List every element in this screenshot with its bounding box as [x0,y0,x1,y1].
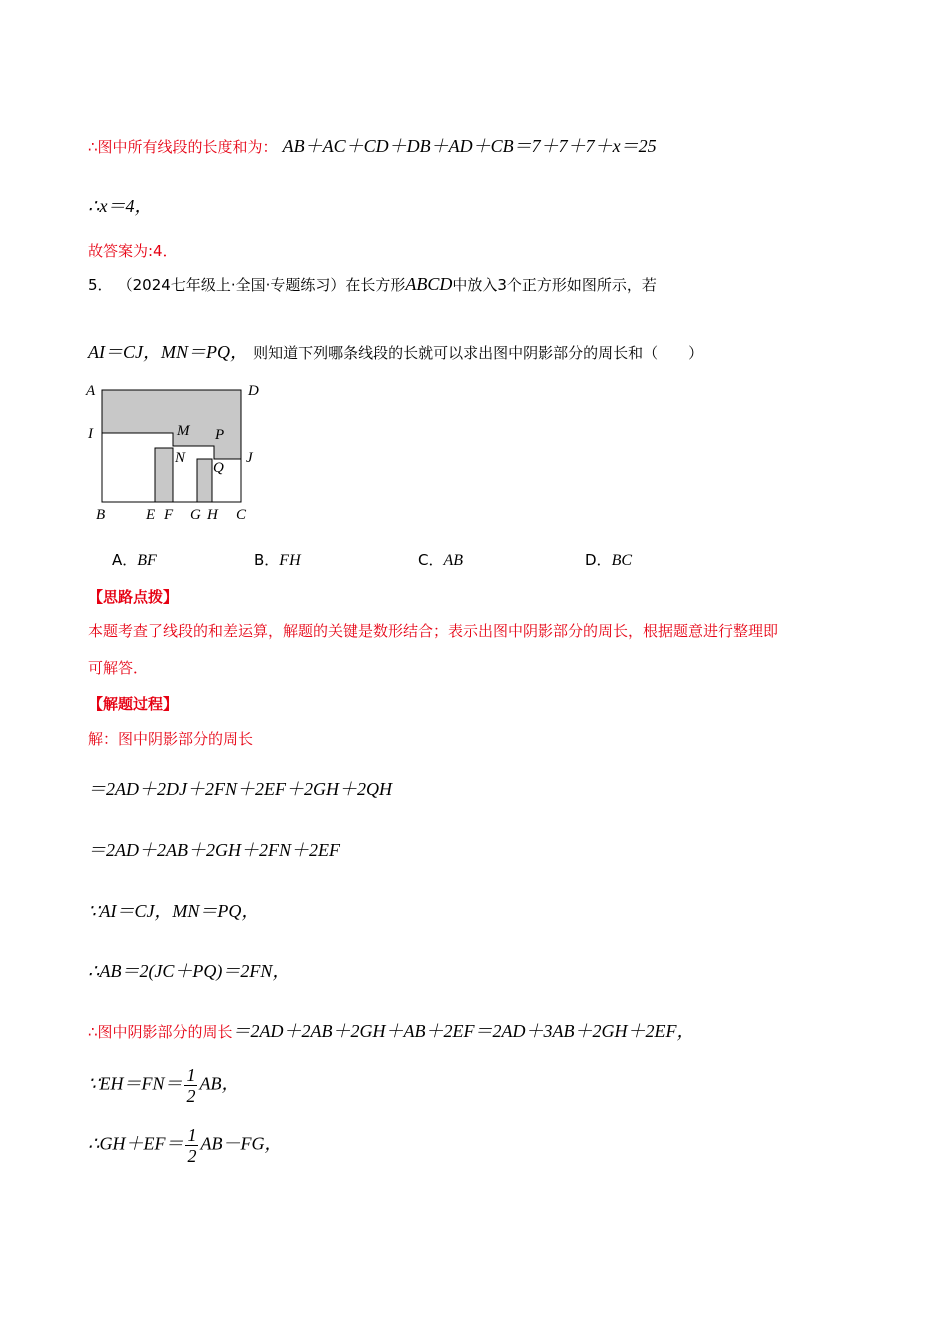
hint-line-2: 可解答． [88,659,149,677]
question-stem-tail: 中放入3个正方形如图所示，若 [452,276,657,294]
label-n: N [175,450,186,466]
x-result: ∴x＝4， [88,196,153,216]
fraction-half: $\frac{1}{2}$ [186,1065,196,1106]
option-b[interactable]: B．FH [254,551,301,569]
label-h: H [207,507,218,523]
option-a[interactable]: A．BF [112,551,157,569]
question-condition [88,338,703,364]
label-m: M [177,423,190,439]
label-g: G [190,507,201,523]
option-d[interactable]: D．BC [585,551,633,569]
solution-eq-1: ＝2AD＋2DJ＋2FN＋2EF＋2GH＋2QH [88,779,392,799]
solution-title: 【解题过程】 [88,695,179,713]
hint-line-1: 本题考查了线段的和差运算，解题的关键是数形结合；表示出图中阴影部分的周长，根据题意进行整理即 [88,622,779,640]
conclusion-line [88,132,657,158]
question-ask: 则知道下列哪条线段的长就可以求出图中阴影部分的周长和（ ） [253,344,704,362]
label-e: E [146,507,156,523]
label-j: J [246,450,253,466]
question-number: 5． [88,276,113,294]
condition-equations: AI＝CJ，MN＝PQ， [88,342,248,362]
therefore-2 [88,1017,694,1043]
because-2-left: ∵EH＝FN＝ [88,1073,183,1094]
therefore-2-prefix: ∴图中阴影部分的周长 [88,1023,233,1041]
because-2-right: AB， [199,1073,240,1094]
label-q: Q [213,460,224,476]
label-c: C [236,507,247,523]
conclusion-text: ∴图中所有线段的长度和为： [88,138,278,156]
label-f: F [164,507,174,523]
solution-intro: 解：图中阴影部分的周长 [88,730,254,748]
rect-name: ABCD [405,274,453,294]
therefore-3-left: ∴GH＋EF＝ [88,1133,184,1154]
hint-title: 【思路点拨】 [88,588,179,606]
label-i: I [88,426,93,442]
because-2 [88,1066,239,1105]
solution-eq-2: ＝2AD＋2AB＋2GH＋2FN＋2EF [88,840,340,860]
therefore-3-right: AB－FG， [200,1133,283,1154]
therefore-1: ∴AB＝2(JC＋PQ)＝2FN， [88,961,291,981]
shaded-bar-gh [197,459,212,502]
label-b: B [96,507,106,523]
sum-equation: AB＋AC＋CD＋DB＋AD＋CB＝7＋7＋7＋x＝25 [282,136,657,156]
label-a: A [86,383,96,399]
question-stem [88,274,657,295]
option-c[interactable]: C．AB [418,551,464,569]
question-source: （2024七年级上·全国·专题练习）在长方形 [117,276,406,294]
rectangle-figure [80,376,280,526]
fraction-half: $\frac{1}{2}$ [187,1125,197,1166]
label-d: D [248,383,259,399]
because-1: ∵AI＝CJ，MN＝PQ， [88,901,260,921]
therefore-2-equation: ＝2AD＋2AB＋2GH＋AB＋2EF＝2AD＋3AB＋2GH＋2EF， [232,1021,695,1041]
label-p: P [215,427,225,443]
answer-line: 故答案为:4． [88,242,178,260]
therefore-3 [88,1126,282,1165]
shaded-bar-ef [155,448,173,502]
